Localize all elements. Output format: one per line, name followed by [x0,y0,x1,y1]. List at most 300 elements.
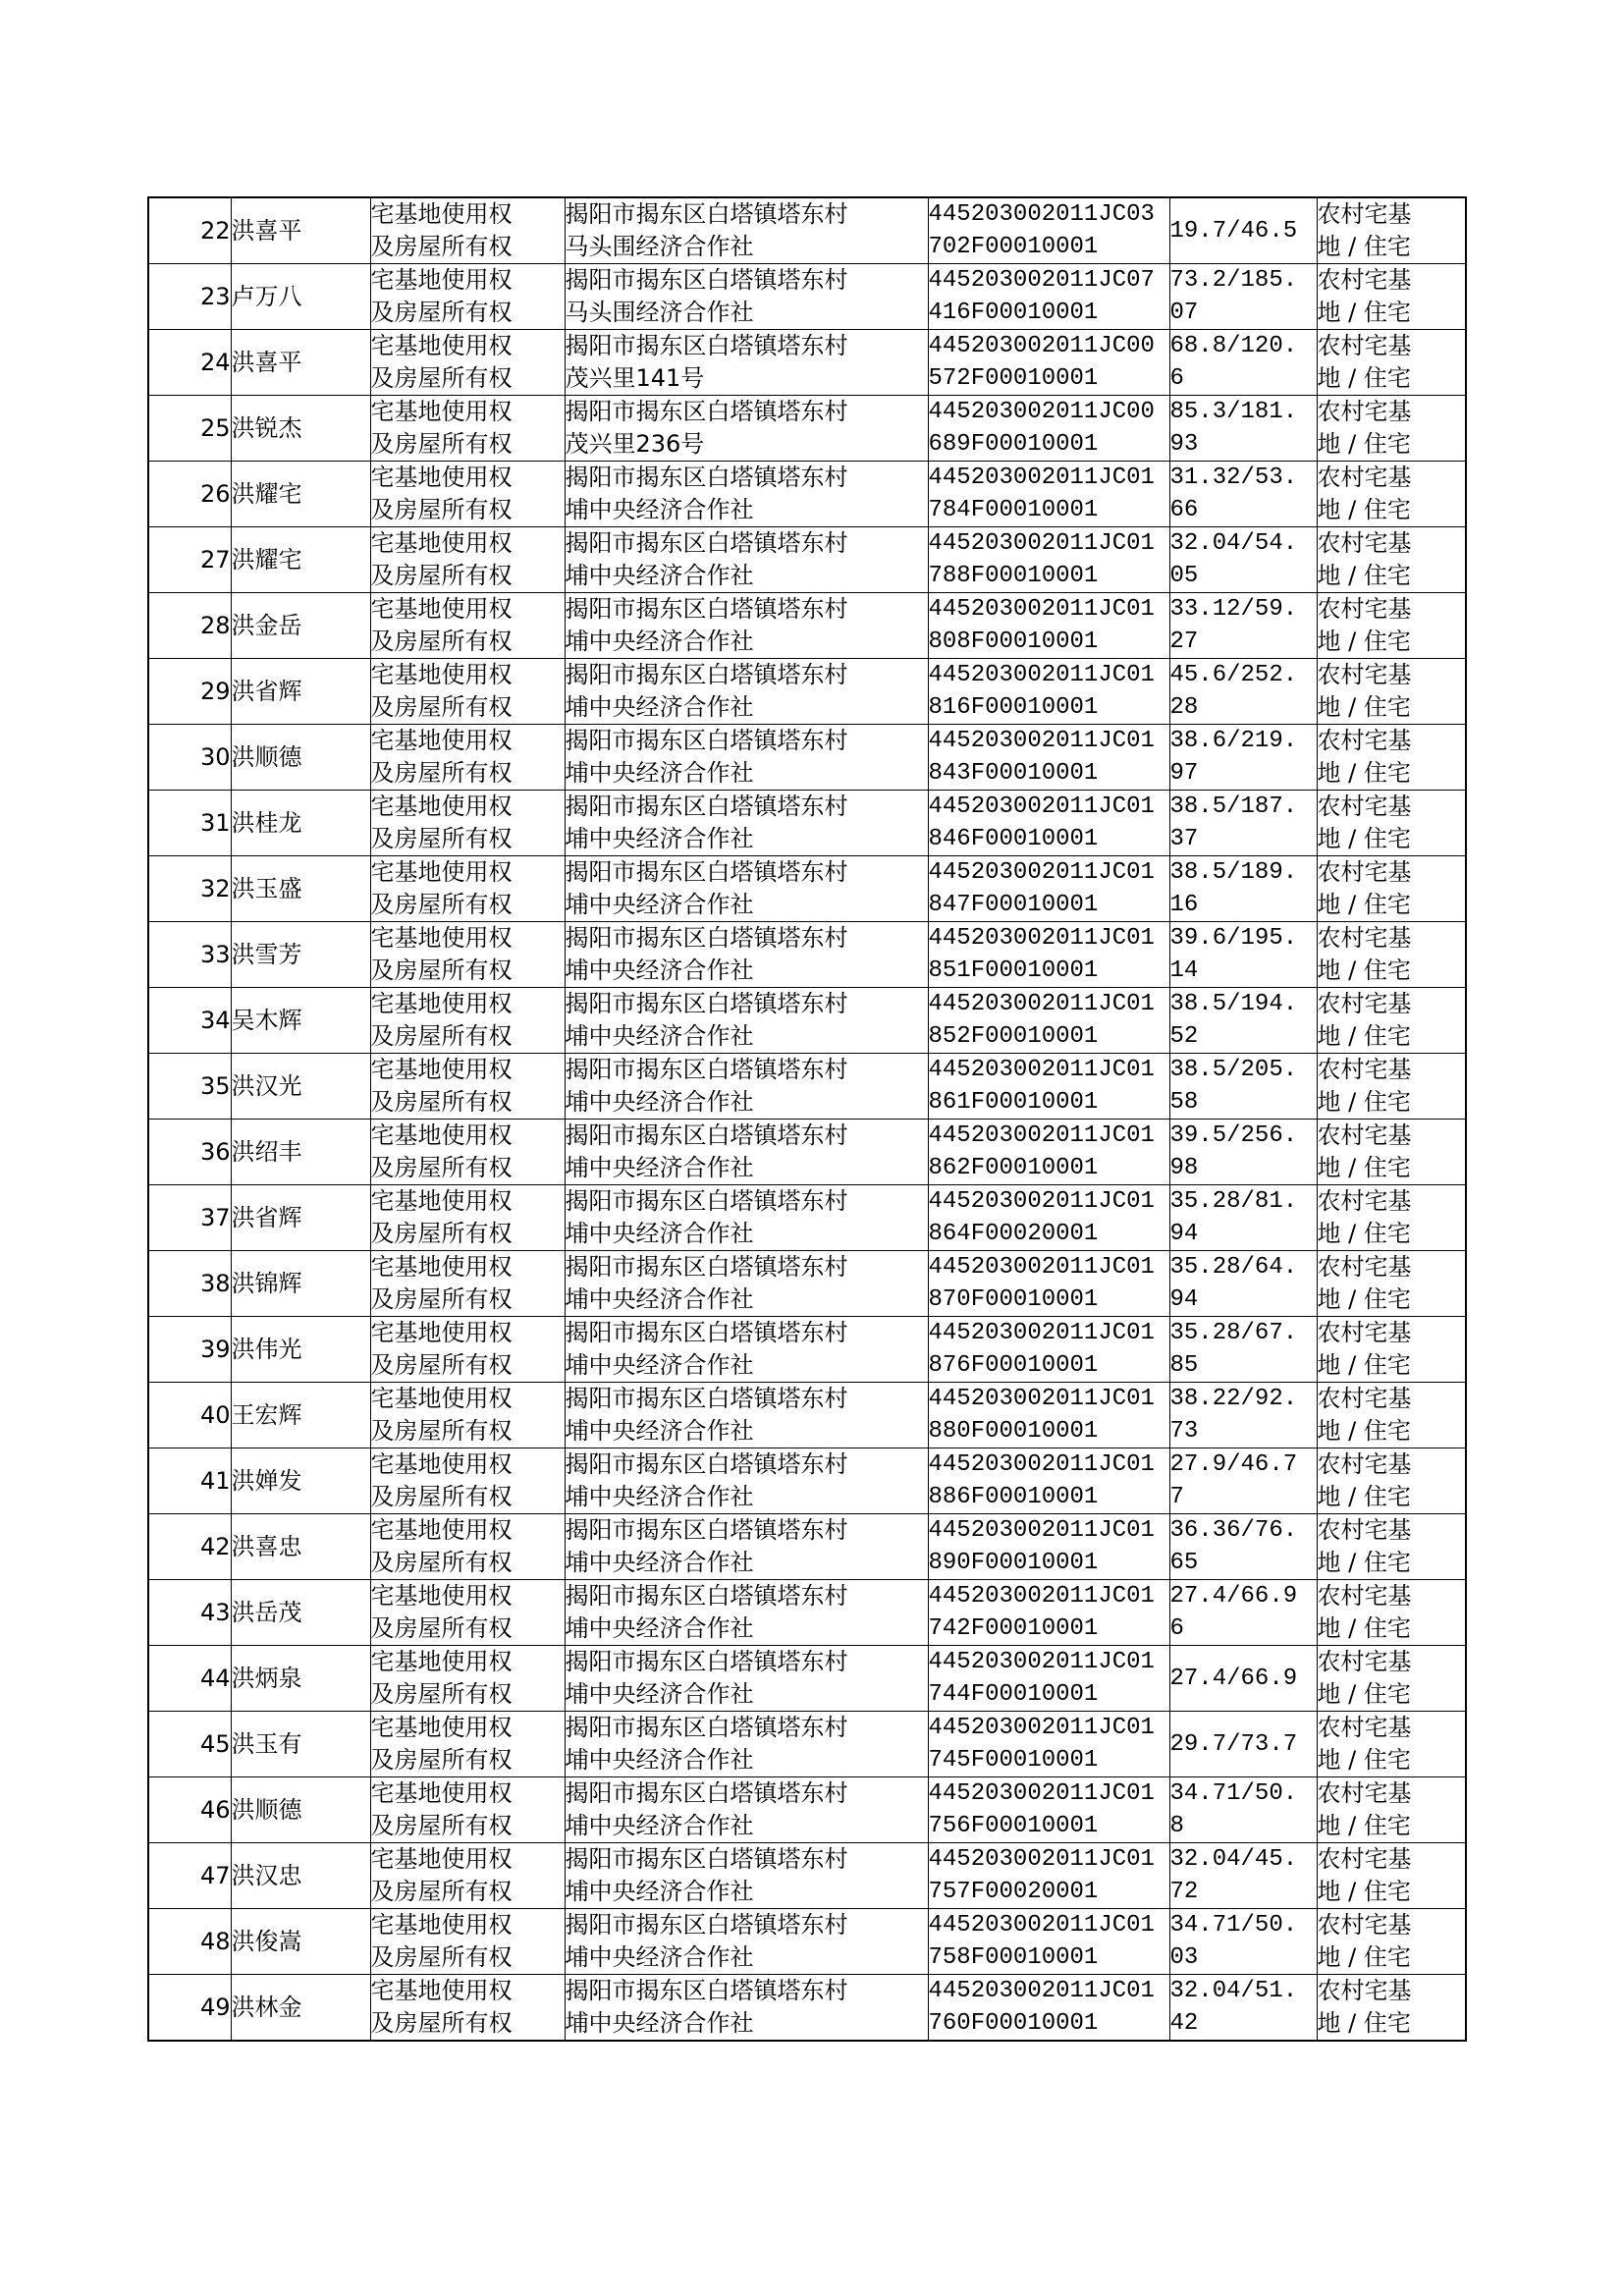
row-number: 22 [148,197,231,264]
area-value [1169,1054,1317,1120]
property-location-line-2: 埔中央经济合作社 [565,956,754,984]
property-location-line-2: 埔中央经济合作社 [565,1285,754,1313]
right-type-line-2: 及房屋所有权 [370,1154,513,1181]
land-use-line-1: 农村宅基 [1317,1911,1412,1939]
area-value [1169,1909,1317,1975]
property-location-line-2: 埔中央经济合作社 [565,1220,754,1247]
area-value-line-2: 94 [1169,1221,1199,1247]
table-row [148,1777,1466,1843]
area-value-line-1: 39.5/256. [1169,1122,1298,1149]
right-type-line-2: 及房屋所有权 [370,1285,513,1313]
unit-code-line-1: 445203002011JC01 [928,1912,1155,1939]
right-type [370,1448,565,1514]
unit-code-line-2: 870F00010001 [928,1286,1099,1313]
property-location-line-1: 揭阳市揭东区白塔镇塔东村 [565,595,848,623]
owner-name: 洪雪芳 [231,922,370,988]
property-location-line-1: 揭阳市揭东区白塔镇塔东村 [565,1845,848,1873]
right-type-line-2: 及房屋所有权 [370,1351,513,1379]
row-number: 31 [148,791,231,856]
property-location-line-1: 揭阳市揭东区白塔镇塔东村 [565,1253,848,1281]
right-type [370,527,565,593]
land-use-line-2: 地 / 住宅 [1317,1285,1411,1313]
property-location-line-1: 揭阳市揭东区白塔镇塔东村 [565,398,848,425]
land-use-line-2: 地 / 住宅 [1317,1417,1411,1445]
right-type-line-1: 宅基地使用权 [370,464,513,491]
unit-code-line-2: 760F00010001 [928,2010,1099,2037]
property-location-line-2: 埔中央经济合作社 [565,2009,754,2037]
property-location-line-1: 揭阳市揭东区白塔镇塔东村 [565,727,848,754]
area-value-line-1: 38.5/189. [1169,859,1298,886]
right-type-line-1: 宅基地使用权 [370,858,513,886]
right-type [370,330,565,396]
unit-code-line-2: 864F00020001 [928,1221,1099,1247]
unit-code-line-1: 445203002011JC01 [928,728,1155,754]
unit-code-line-2: 861F00010001 [928,1089,1099,1116]
area-value-line-1: 32.04/45. [1169,1846,1298,1873]
owner-name: 洪省辉 [231,1185,370,1251]
unit-code [928,396,1169,462]
unit-code-line-2: 745F00010001 [928,1747,1099,1774]
land-use-line-1: 农村宅基 [1317,1977,1412,2004]
table-row [148,922,1466,988]
property-location-line-2: 茂兴里236号 [565,430,705,458]
owner-name: 洪婵发 [231,1448,370,1514]
property-location-line-2: 马头围经济合作社 [565,233,754,260]
property-location [565,1712,928,1777]
area-value-line-1: 35.28/81. [1169,1188,1298,1215]
row-number: 43 [148,1580,231,1646]
unit-code-line-1: 445203002011JC01 [928,1978,1155,2004]
row-number: 40 [148,1383,231,1448]
row-number: 34 [148,988,231,1054]
area-value-line-2: 03 [1169,1944,1199,1971]
property-location-line-1: 揭阳市揭东区白塔镇塔东村 [565,1056,848,1083]
right-type-line-2: 及房屋所有权 [370,628,513,655]
table-row [148,264,1466,330]
land-use-line-1: 农村宅基 [1317,792,1412,820]
land-use [1317,1383,1466,1448]
land-use-line-1: 农村宅基 [1317,1845,1412,1873]
area-value [1169,1383,1317,1448]
property-location-line-2: 埔中央经济合作社 [565,759,754,787]
right-type-line-1: 宅基地使用权 [370,332,513,359]
right-type-line-1: 宅基地使用权 [370,266,513,294]
table-row [148,856,1466,922]
right-type-line-2: 及房屋所有权 [370,956,513,984]
unit-code [928,791,1169,856]
unit-code-line-1: 445203002011JC01 [928,859,1155,886]
owner-name: 洪汉忠 [231,1843,370,1909]
unit-code-line-1: 445203002011JC01 [928,1320,1155,1346]
area-value [1169,1120,1317,1185]
unit-code-line-2: 862F00010001 [928,1155,1099,1181]
land-use [1317,988,1466,1054]
right-type [370,396,565,462]
row-number: 36 [148,1120,231,1185]
right-type-line-1: 宅基地使用权 [370,595,513,623]
property-location-line-1: 揭阳市揭东区白塔镇塔东村 [565,332,848,359]
right-type [370,1054,565,1120]
unit-code-line-2: 843F00010001 [928,760,1099,787]
land-use [1317,725,1466,791]
unit-code [928,1777,1169,1843]
unit-code-line-1: 445203002011JC01 [928,1517,1155,1544]
right-type-line-2: 及房屋所有权 [370,233,513,260]
unit-code [928,1317,1169,1383]
right-type-line-1: 宅基地使用权 [370,1516,513,1544]
unit-code-line-1: 445203002011JC01 [928,1451,1155,1478]
land-use [1317,1909,1466,1975]
area-value-line-1: 32.04/54. [1169,530,1298,557]
right-type-line-1: 宅基地使用权 [370,1187,513,1215]
land-use-line-1: 农村宅基 [1317,990,1412,1017]
land-use [1317,1251,1466,1317]
unit-code-line-2: 788F00010001 [928,563,1099,589]
land-use [1317,527,1466,593]
unit-code-line-2: 852F00010001 [928,1023,1099,1050]
area-value-line-2: 28 [1169,694,1199,721]
unit-code-line-2: 757F00020001 [928,1879,1099,1905]
row-number: 37 [148,1185,231,1251]
land-use-line-2: 地 / 住宅 [1317,956,1411,984]
land-use-line-2: 地 / 住宅 [1317,430,1411,458]
right-type-line-2: 及房屋所有权 [370,1417,513,1445]
table-row [148,1054,1466,1120]
unit-code-line-1: 445203002011JC01 [928,464,1155,491]
area-value-line-1: 45.6/252. [1169,662,1298,688]
land-use-line-2: 地 / 住宅 [1317,496,1411,523]
land-use [1317,1185,1466,1251]
table-row [148,396,1466,462]
right-type-line-1: 宅基地使用权 [370,924,513,952]
area-value-line-2: 93 [1169,431,1199,458]
area-value [1169,462,1317,527]
land-use [1317,197,1466,264]
property-location [565,1120,928,1185]
unit-code [928,1120,1169,1185]
owner-name: 王宏辉 [231,1383,370,1448]
unit-code-line-2: 744F00010001 [928,1681,1099,1708]
area-value-line-1: 19.7/46.5 [1169,217,1298,245]
property-location-line-1: 揭阳市揭东区白塔镇塔东村 [565,529,848,557]
owner-name: 洪玉有 [231,1712,370,1777]
land-use-line-1: 农村宅基 [1317,1779,1412,1807]
right-type-line-2: 及房屋所有权 [370,1088,513,1116]
unit-code [928,1909,1169,1975]
land-use [1317,1580,1466,1646]
unit-code [928,1383,1169,1448]
owner-name: 洪顺德 [231,1777,370,1843]
land-use [1317,1514,1466,1580]
right-type-line-1: 宅基地使用权 [370,792,513,820]
property-location [565,791,928,856]
right-type-line-1: 宅基地使用权 [370,1648,513,1675]
area-value-line-2: 52 [1169,1023,1199,1050]
right-type-line-2: 及房屋所有权 [370,430,513,458]
right-type-line-2: 及房屋所有权 [370,1022,513,1050]
right-type-line-2: 及房屋所有权 [370,1812,513,1839]
property-location-line-2: 埔中央经济合作社 [565,693,754,721]
property-location [565,725,928,791]
row-number: 48 [148,1909,231,1975]
right-type-line-1: 宅基地使用权 [370,1056,513,1083]
unit-code [928,856,1169,922]
property-location-line-2: 埔中央经济合作社 [565,1417,754,1445]
table-row [148,1646,1466,1712]
row-number: 26 [148,462,231,527]
table-row [148,1448,1466,1514]
area-value [1169,988,1317,1054]
land-use [1317,1448,1466,1514]
area-value-line-1: 34.71/50. [1169,1780,1298,1807]
unit-code [928,1646,1169,1712]
unit-code [928,725,1169,791]
area-value [1169,1317,1317,1383]
land-use-line-2: 地 / 住宅 [1317,1680,1411,1708]
unit-code [928,1514,1169,1580]
property-location [565,1580,928,1646]
table-body [148,197,1466,2041]
right-type-line-1: 宅基地使用权 [370,1121,513,1149]
right-type [370,659,565,725]
area-value [1169,1185,1317,1251]
property-location-line-2: 埔中央经济合作社 [565,1154,754,1181]
unit-code [928,1843,1169,1909]
owner-name: 洪省辉 [231,659,370,725]
unit-code [928,1712,1169,1777]
land-use-line-1: 农村宅基 [1317,1319,1412,1346]
unit-code-line-1: 445203002011JC01 [928,1780,1155,1807]
area-value [1169,1448,1317,1514]
table-row [148,791,1466,856]
area-value-line-1: 38.5/187. [1169,793,1298,820]
land-use-line-2: 地 / 住宅 [1317,1154,1411,1181]
owner-name: 洪绍丰 [231,1120,370,1185]
unit-code-line-1: 445203002011JC01 [928,596,1155,623]
right-type-line-2: 及房屋所有权 [370,299,513,326]
land-use-line-2: 地 / 住宅 [1317,628,1411,655]
area-value-line-1: 27.4/66.9 [1169,1665,1298,1692]
right-type-line-1: 宅基地使用权 [370,398,513,425]
right-type [370,1383,565,1448]
area-value [1169,264,1317,330]
property-location-line-1: 揭阳市揭东区白塔镇塔东村 [565,792,848,820]
area-value-line-2: 97 [1169,760,1199,787]
land-use-line-1: 农村宅基 [1317,727,1412,754]
land-use-line-1: 农村宅基 [1317,1648,1412,1675]
area-value-line-1: 38.5/205. [1169,1057,1298,1083]
right-type [370,1646,565,1712]
property-location [565,1646,928,1712]
right-type [370,791,565,856]
row-number: 46 [148,1777,231,1843]
property-location [565,988,928,1054]
property-location-line-2: 埔中央经济合作社 [565,1351,754,1379]
property-location [565,659,928,725]
unit-code [928,1251,1169,1317]
land-use-line-2: 地 / 住宅 [1317,825,1411,852]
area-value-line-1: 36.36/76. [1169,1517,1298,1544]
right-type-line-1: 宅基地使用权 [370,200,513,228]
land-use-line-2: 地 / 住宅 [1317,1022,1411,1050]
right-type-line-1: 宅基地使用权 [370,1319,513,1346]
land-use-line-1: 农村宅基 [1317,200,1412,228]
property-location-line-2: 埔中央经济合作社 [565,1746,754,1774]
table-row [148,1843,1466,1909]
land-use [1317,1120,1466,1185]
land-use-line-2: 地 / 住宅 [1317,1746,1411,1774]
unit-code-line-2: 702F00010001 [928,234,1099,260]
land-use-line-1: 农村宅基 [1317,858,1412,886]
land-use [1317,659,1466,725]
property-location-line-1: 揭阳市揭东区白塔镇塔东村 [565,464,848,491]
area-value-line-2: 85 [1169,1352,1199,1379]
property-location-line-2: 埔中央经济合作社 [565,1614,754,1642]
unit-code-line-2: 816F00010001 [928,694,1099,721]
property-location [565,1251,928,1317]
table-row [148,659,1466,725]
right-type-line-2: 及房屋所有权 [370,759,513,787]
row-number: 49 [148,1975,231,2042]
table-row [148,725,1466,791]
right-type [370,264,565,330]
table-row [148,462,1466,527]
unit-code-line-2: 880F00010001 [928,1418,1099,1445]
property-location-line-1: 揭阳市揭东区白塔镇塔东村 [565,1516,848,1544]
land-use-line-1: 农村宅基 [1317,1714,1412,1741]
unit-code-line-1: 445203002011JC01 [928,662,1155,688]
area-value [1169,197,1317,264]
right-type-line-2: 及房屋所有权 [370,1549,513,1576]
right-type-line-2: 及房屋所有权 [370,891,513,918]
property-location-line-1: 揭阳市揭东区白塔镇塔东村 [565,1121,848,1149]
property-location-line-1: 揭阳市揭东区白塔镇塔东村 [565,1648,848,1675]
land-use-line-1: 农村宅基 [1317,595,1412,623]
area-value-line-1: 85.3/181. [1169,399,1298,425]
area-value-line-1: 35.28/64. [1169,1254,1298,1281]
land-use [1317,1975,1466,2042]
land-use-line-2: 地 / 住宅 [1317,1088,1411,1116]
unit-code-line-2: 846F00010001 [928,826,1099,852]
area-value [1169,725,1317,791]
unit-code-line-2: 886F00010001 [928,1484,1099,1510]
unit-code-line-1: 445203002011JC00 [928,333,1155,359]
row-number: 29 [148,659,231,725]
right-type [370,1975,565,2042]
right-type [370,856,565,922]
unit-code-line-2: 876F00010001 [928,1352,1099,1379]
property-location-line-2: 埔中央经济合作社 [565,1088,754,1116]
area-value-line-1: 73.2/185. [1169,267,1298,294]
unit-code [928,1975,1169,2042]
area-value-line-2: 37 [1169,826,1199,852]
land-use-line-1: 农村宅基 [1317,1450,1412,1478]
area-value [1169,856,1317,922]
right-type [370,593,565,659]
area-value-line-1: 39.6/195. [1169,925,1298,952]
row-number: 28 [148,593,231,659]
row-number: 44 [148,1646,231,1712]
property-location-line-1: 揭阳市揭东区白塔镇塔东村 [565,858,848,886]
right-type [370,1909,565,1975]
area-value [1169,396,1317,462]
right-type-line-2: 及房屋所有权 [370,1680,513,1708]
land-use-line-2: 地 / 住宅 [1317,2009,1411,2037]
table-row [148,197,1466,264]
unit-code [928,1054,1169,1120]
unit-code-line-2: 742F00010001 [928,1615,1099,1642]
land-use-line-2: 地 / 住宅 [1317,562,1411,589]
right-type-line-2: 及房屋所有权 [370,1483,513,1510]
right-type-line-2: 及房屋所有权 [370,1614,513,1642]
right-type-line-1: 宅基地使用权 [370,1450,513,1478]
owner-name: 洪喜平 [231,197,370,264]
unit-code-line-2: 689F00010001 [928,431,1099,458]
row-number: 42 [148,1514,231,1580]
property-location [565,1317,928,1383]
owner-name: 洪耀宅 [231,462,370,527]
land-use-line-2: 地 / 住宅 [1317,1943,1411,1971]
land-use [1317,593,1466,659]
land-use-line-1: 农村宅基 [1317,1582,1412,1610]
area-value [1169,1975,1317,2042]
right-type-line-2: 及房屋所有权 [370,364,513,392]
area-value [1169,1712,1317,1777]
property-location-line-1: 揭阳市揭东区白塔镇塔东村 [565,1911,848,1939]
right-type-line-1: 宅基地使用权 [370,1253,513,1281]
property-location-line-1: 揭阳市揭东区白塔镇塔东村 [565,1385,848,1412]
right-type-line-2: 及房屋所有权 [370,496,513,523]
property-location [565,856,928,922]
land-use-line-2: 地 / 住宅 [1317,1812,1411,1839]
right-type [370,1251,565,1317]
area-value-line-2: 73 [1169,1418,1199,1445]
unit-code-line-2: 890F00010001 [928,1550,1099,1576]
area-value-line-2: 07 [1169,300,1199,326]
land-use-line-2: 地 / 住宅 [1317,693,1411,721]
area-value-line-2: 58 [1169,1089,1199,1116]
unit-code-line-1: 445203002011JC07 [928,267,1155,294]
area-value-line-2: 16 [1169,892,1199,918]
owner-name: 洪玉盛 [231,856,370,922]
property-location-line-2: 埔中央经济合作社 [565,891,754,918]
land-use-line-2: 地 / 住宅 [1317,1351,1411,1379]
property-location [565,922,928,988]
area-value-line-1: 27.9/46.7 [1169,1451,1298,1478]
area-value-line-2: 05 [1169,563,1199,589]
land-use-line-1: 农村宅基 [1317,464,1412,491]
right-type-line-1: 宅基地使用权 [370,727,513,754]
area-value-line-2: 42 [1169,2010,1199,2037]
unit-code-line-2: 847F00010001 [928,892,1099,918]
property-location-line-1: 揭阳市揭东区白塔镇塔东村 [565,266,848,294]
unit-code-line-1: 445203002011JC01 [928,1122,1155,1149]
unit-code-line-1: 445203002011JC01 [928,991,1155,1017]
land-use-line-1: 农村宅基 [1317,529,1412,557]
area-value [1169,1514,1317,1580]
unit-code-line-1: 445203002011JC01 [928,1715,1155,1741]
row-number: 38 [148,1251,231,1317]
land-use-line-1: 农村宅基 [1317,1056,1412,1083]
right-type-line-1: 宅基地使用权 [370,1779,513,1807]
owner-name: 洪炳泉 [231,1646,370,1712]
table-row [148,1514,1466,1580]
property-location-line-2: 埔中央经济合作社 [565,1812,754,1839]
table-row [148,1120,1466,1185]
right-type [370,1514,565,1580]
property-location [565,1054,928,1120]
property-location [565,593,928,659]
